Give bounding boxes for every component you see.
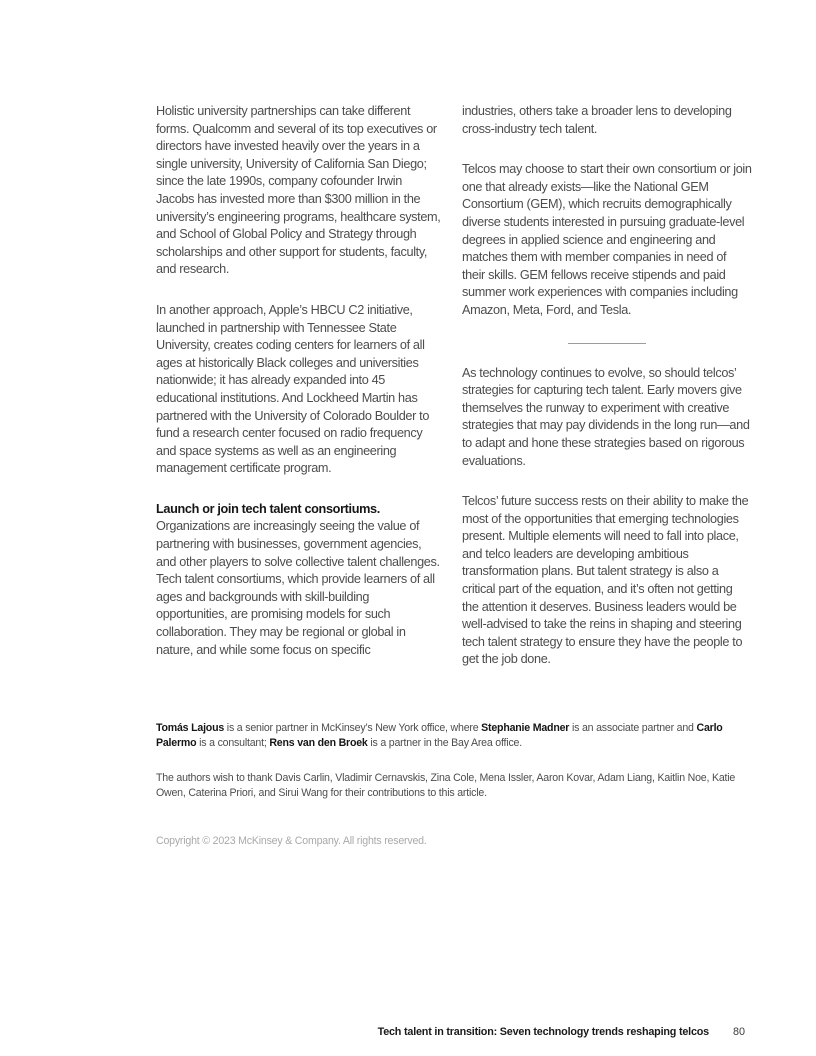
article-body	[156, 103, 752, 669]
section-divider-rule	[568, 343, 646, 344]
paragraph-cross-industry: industries, others take a broader lens to developing cross-industry tech talent.	[462, 104, 732, 136]
left-column	[156, 103, 441, 669]
paragraph-consortiums-intro: Organizations are increasingly seeing the value of partnering with businesses, government agencies, and other players to solve collective talent challenges. Tech talent consortiums, which provide learners of all ages and backgrounds with skill-building opportunities, are promising models for such collaboration. They may be regional or global in nature, and while some focus on specific	[156, 519, 440, 657]
subsection-heading-consortiums: Launch or join tech talent consortiums.	[156, 501, 380, 516]
copyright-line: Copyright © 2023 McKinsey & Company. All rights reserved.	[156, 835, 427, 847]
author-name: Rens van den Broek	[269, 736, 368, 749]
paragraph-apple-hbcu: In another approach, Apple’s HBCU C2 initiative, launched in partnership with Tennessee State University, creates coding centers for learners of all ages at historically Black colleges and universities nationwide; it has already expanded into 45 educational institutions. And Lockheed Martin has partnered with the University of Colorado Boulder to fund a research center focused on radio frequency and space systems as well as an engineering management certificate program.	[156, 302, 430, 476]
author-role-text: is a senior partner in McKinsey’s New York office, where	[224, 722, 482, 734]
author-name: Carlo Palermo	[156, 722, 723, 749]
paragraph-gem-consortium: Telcos may choose to start their own consortium or join one that already exists—like the National GEM Consortium (GEM), which recruits demographically diverse students interested in pursuing graduate-level degrees in applied science and engineering and matches them with member companies in need of their skills. GEM fellows receive stipends and paid summer work experiences with companies including Amazon, Meta, Ford, and Tesla.	[462, 162, 752, 317]
author-role-text: is an associate partner and	[569, 722, 697, 734]
acknowledgments-text: The authors wish to thank Davis Carlin, Vladimir Cernavskis, Zina Cole, Mena Issler, Aaron Kovar, Adam Liang, Kaitlin Noe, Katie Owen, Caterina Priori, and Sirui Wang for their contributions to this article.	[156, 772, 736, 799]
paragraph-conclusion-evolve: As technology continues to evolve, so should telcos’ strategies for capturing tech talent. Early movers give themselves the runway to experiment with creative strategies that may pay dividends in the long run—and to adapt and hone these strategies based on rigorous evaluations.	[462, 365, 750, 468]
author-role-text: is a consultant;	[196, 736, 270, 749]
footer-article-title: Tech talent in transition: Seven technology trends reshaping telcos	[377, 1026, 709, 1038]
author-name: Tomás Lajous	[156, 722, 225, 734]
right-column	[462, 103, 752, 669]
running-footer	[156, 1026, 745, 1038]
paragraph-conclusion-future: Telcos’ future success rests on their ability to make the most of the opportunities that emerging technologies present. Multiple elements will need to fall into place, and telco leaders are developing ambitious transformation plans. But talent strategy is also a critical part of the equation, and it’s often not getting the attention it deserves. Business leaders would be well-advised to take the reins in shaping and steering tech talent strategy to ensure they have the people to get the job done.	[462, 494, 749, 667]
author-role-text: is a partner in the Bay Area office.	[367, 736, 522, 749]
author-credits	[156, 721, 752, 751]
page-number: 80	[732, 1026, 745, 1038]
author-name: Stephanie Madner	[481, 722, 570, 734]
paragraph-university-partnerships: Holistic university partnerships can take different forms. Qualcomm and several of its top executives or directors have invested heavily over the years in a single university, University of California San Diego; since the late 1990s, company cofounder Irwin Jacobs has invested more than $300 million in the university’s engineering programs, healthcare system, and School of Global Policy and Strategy through scholarships and other support for students, faculty, and research.	[156, 104, 441, 277]
